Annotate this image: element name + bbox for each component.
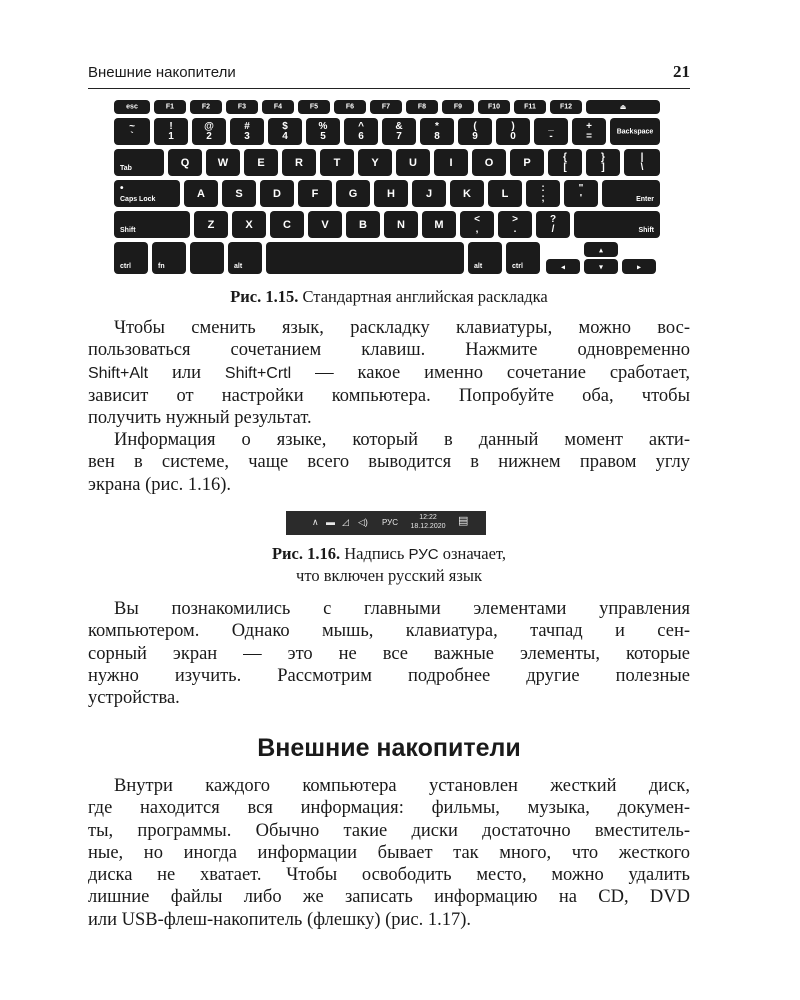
keyboard-key (190, 100, 222, 114)
keyboard-key (382, 118, 416, 145)
keyboard-key (154, 118, 188, 145)
keyboard-key (458, 118, 492, 145)
key-label: ' (579, 193, 583, 204)
keyboard-key (114, 242, 148, 274)
keyboard-key (472, 149, 506, 176)
keyboard-key (226, 100, 258, 114)
key-label: ▸ (636, 262, 641, 271)
running-head-title: Внешние накопители (88, 64, 236, 81)
key-label: J (425, 187, 433, 200)
key-label: ▾ (598, 262, 603, 271)
keyboard-key (358, 149, 392, 176)
keyboard-key (622, 259, 656, 274)
shortcut-shift-alt: Shift+Alt (88, 364, 149, 382)
key-label: F10 (487, 103, 501, 111)
keyboard-key (406, 100, 438, 114)
text-fragment: Надпись (340, 544, 409, 563)
key-label: M (434, 218, 444, 231)
keyboard-key (526, 180, 560, 207)
keyboard-key (114, 118, 150, 145)
keyboard-key (510, 149, 544, 176)
key-label: ^ (358, 121, 364, 132)
text-fragment: означает, (438, 544, 507, 563)
keyboard-key (434, 149, 468, 176)
text-line: Чтобы сменить язык, раскладку клавиатуры, можно вос- (114, 318, 690, 338)
paragraph-devices-intro (88, 598, 690, 709)
keyboard-key (346, 211, 380, 238)
shortcut-shift-ctrl: Shift+Crtl (224, 364, 292, 382)
keyboard-key (564, 180, 598, 207)
key-label: Tab (120, 165, 132, 172)
taskbar-screenshot (286, 511, 486, 535)
keyboard-key (422, 211, 456, 238)
key-label: Backspace (616, 128, 654, 135)
running-head (88, 60, 690, 89)
text-fragment: — какое именно сочетание сработает, (291, 362, 690, 383)
keyboard-key (610, 118, 660, 145)
key-label: 8 (434, 131, 440, 142)
caption-line (88, 543, 690, 565)
text-line: Внутри каждого компьютера установлен жесткий диск, (114, 776, 690, 796)
clock-time: 12:22 (419, 514, 437, 521)
keyboard-illustration (114, 100, 660, 274)
keyboard-key (262, 100, 294, 114)
key-label: ◂ (560, 262, 565, 271)
text-line: сорный экран — это не все важные элементы, которые (88, 643, 690, 664)
text-fragment: или (148, 362, 225, 383)
key-label: # (244, 121, 250, 132)
keyboard-key (370, 100, 402, 114)
key-label: " (578, 183, 584, 194)
keyboard-key (306, 118, 340, 145)
caption-line: что включен русский язык (296, 566, 482, 585)
keyboard-key (266, 242, 464, 274)
keyboard-key (412, 180, 446, 207)
keyboard-key (320, 149, 354, 176)
key-label: % (318, 121, 328, 132)
keyboard-key (336, 180, 370, 207)
key-label: P (523, 156, 531, 169)
text-line: где находится вся информация: фильмы, музыка, докумен- (88, 798, 690, 819)
key-label: , (475, 224, 479, 235)
keyboard-key (270, 211, 304, 238)
keyboard-key (228, 242, 262, 274)
keyboard-key (184, 180, 218, 207)
clock (408, 513, 448, 531)
text-line: вен в системе, чаще всего выводится в нижнем правом углу (88, 452, 690, 473)
keyboard-key (298, 180, 332, 207)
paragraph-external-storage (88, 775, 690, 931)
key-label: L (501, 187, 509, 200)
key-label: Y (371, 156, 379, 169)
keyboard-key (260, 180, 294, 207)
key-label: F3 (237, 103, 247, 111)
keyboard-key (586, 100, 660, 114)
keyboard-key (192, 118, 226, 145)
key-label: E (257, 156, 265, 169)
key-label: T (333, 156, 341, 169)
key-label: ▴ (598, 245, 603, 254)
keyboard-key (548, 149, 582, 176)
keyboard-key (442, 100, 474, 114)
keyboard-key (374, 180, 408, 207)
key-label: F1 (165, 103, 175, 111)
key-label: ) (511, 121, 515, 132)
key-label: | (640, 152, 644, 163)
key-label: = (586, 131, 592, 142)
key-label: F9 (453, 103, 463, 111)
keyboard-key (572, 118, 606, 145)
keyboard-key (506, 242, 540, 274)
keyboard-key (114, 211, 190, 238)
key-label: + (586, 121, 592, 132)
network-icon: ◿ (342, 517, 349, 527)
text-line: ные, но иногда информации бывает так много, что жесткого (88, 842, 690, 863)
keyboard-key (498, 211, 532, 238)
lang-code: РУС (408, 546, 439, 563)
key-label: * (435, 121, 439, 132)
key-label: / (551, 224, 555, 235)
key-label: K (463, 187, 471, 200)
key-label: C (283, 218, 291, 231)
keyboard-key (168, 149, 202, 176)
chevron-up-icon: ∧ (312, 517, 319, 527)
text-line: или USB-флеш-накопитель (флешку) (рис. 1.17). (88, 909, 472, 930)
key-label: { (563, 152, 567, 163)
text-line: устройства. (88, 688, 180, 709)
figure-caption-text: Стандартная английская раскладка (298, 287, 548, 306)
keyboard-key (308, 211, 342, 238)
figure-label: Рис. 1.16. (271, 544, 341, 563)
key-label: ` (130, 131, 134, 142)
keyboard-key (584, 242, 618, 257)
paragraph-language-indicator (88, 429, 690, 496)
key-label: \ (640, 162, 644, 173)
keyboard-key (450, 180, 484, 207)
section-heading: Внешние накопители (257, 734, 521, 762)
key-label: ctrl (120, 263, 131, 270)
key-label: < (474, 214, 480, 225)
key-label: - (549, 131, 553, 142)
key-label: D (273, 187, 281, 200)
text-line: ты, программы. Обычно такие диски достаточно вместитель- (88, 820, 690, 841)
key-label: esc (126, 103, 138, 111)
keyboard-key (584, 259, 618, 274)
key-label: 0 (510, 131, 516, 142)
keyboard-key (114, 149, 164, 176)
key-label: V (321, 218, 329, 231)
keyboard-key (298, 100, 330, 114)
keyboard-key (244, 149, 278, 176)
key-label: Q (180, 156, 190, 169)
key-label: . (513, 224, 517, 235)
keyboard-key (384, 211, 418, 238)
key-label: ? (549, 214, 557, 225)
text-line: диска не хватает. Чтобы освободить место, можно удалить (88, 865, 690, 886)
key-label: F2 (201, 103, 211, 111)
figure-label: Рис. 1.15. (230, 287, 299, 306)
keyboard-key (496, 118, 530, 145)
key-label: H (387, 187, 395, 200)
key-label: 5 (320, 131, 326, 142)
key-label: R (295, 156, 303, 169)
keyboard-key (602, 180, 660, 207)
keyboard-key (460, 211, 494, 238)
key-label: 3 (244, 131, 250, 142)
keyboard-key (586, 149, 620, 176)
keyboard-key (574, 211, 660, 238)
key-label: ~ (129, 121, 135, 132)
key-label: & (395, 121, 403, 132)
clock-date: 18.12.2020 (410, 523, 446, 530)
key-label: Caps Lock (120, 196, 156, 203)
key-label: alt (474, 263, 483, 270)
key-label: F (311, 187, 319, 200)
key-label: F6 (345, 103, 355, 111)
keyboard-key (468, 242, 502, 274)
key-label: I (449, 156, 453, 169)
keyboard-key (268, 118, 302, 145)
keyboard-key (478, 100, 510, 114)
keyboard-key (344, 118, 378, 145)
key-label: F11 (524, 103, 536, 111)
key-label: G (348, 187, 358, 200)
key-label: A (197, 187, 205, 200)
key-label: $ (282, 121, 288, 132)
keyboard-key (282, 149, 316, 176)
keyboard-key (154, 100, 186, 114)
keyboard-key (230, 118, 264, 145)
keyboard-key (222, 180, 256, 207)
keyboard-key (396, 149, 430, 176)
page-number: 21 (673, 62, 690, 81)
text-line (88, 362, 690, 385)
key-label: fn (158, 263, 165, 270)
key-label: ] (601, 162, 605, 173)
device-icon: ▬ (326, 517, 335, 527)
text-line: зависит от настройки компьютера. Попробуйте оба, чтобы (88, 385, 690, 406)
text-line: пользоваться сочетанием клавиш. Нажмите одновременно (88, 340, 690, 361)
key-label: B (359, 218, 367, 231)
key-label: Shift (638, 227, 654, 234)
text-line: Информация о языке, который в данный момент акти- (114, 430, 690, 450)
keyboard-key (514, 100, 546, 114)
key-label: Shift (120, 227, 136, 234)
keyboard-key (114, 180, 180, 207)
keyboard-key (488, 180, 522, 207)
keyboard-key (206, 149, 240, 176)
key-label: ; (541, 193, 545, 204)
key-label: F7 (381, 103, 391, 111)
key-label: Z (207, 218, 215, 231)
keyboard-key (152, 242, 186, 274)
key-label: O (484, 156, 494, 169)
key-label: ( (473, 121, 477, 132)
keyboard-key (550, 100, 582, 114)
key-label: } (601, 152, 605, 163)
key-label: _ (548, 121, 554, 132)
keyboard-key (546, 259, 580, 274)
paragraph-switch-layout (88, 317, 690, 429)
notification-icon: ▤ (458, 515, 469, 527)
key-label: N (397, 218, 405, 231)
key-label: U (409, 156, 417, 169)
key-label: W (217, 156, 229, 169)
language-indicator: РУС (382, 518, 399, 527)
key-label: 4 (282, 131, 288, 142)
key-label: ⏏ (619, 104, 627, 111)
key-label: [ (563, 162, 567, 173)
key-label: : (541, 183, 545, 194)
key-label: > (512, 214, 518, 225)
key-label: S (235, 187, 243, 200)
key-label: Enter (636, 196, 654, 203)
key-label: 7 (396, 131, 402, 142)
keyboard-key (232, 211, 266, 238)
key-label: @ (204, 121, 214, 132)
text-line: экрана (рис. 1.16). (88, 474, 232, 495)
text-line: нужно изучить. Рассмотрим подробнее другие полезные (88, 665, 690, 686)
key-label: 6 (358, 131, 364, 142)
key-label: F8 (417, 103, 427, 111)
keyboard-key (534, 118, 568, 145)
key-label: F12 (559, 103, 573, 111)
key-label: 9 (472, 131, 478, 142)
keyboard-key (536, 211, 570, 238)
key-label: F5 (309, 103, 319, 111)
speaker-icon: ◁) (358, 517, 368, 527)
text-line: Вы познакомились с главными элементами управления (114, 599, 690, 619)
text-line: лишние файлы либо же записать информацию на CD, DVD (88, 887, 690, 908)
key-label: ! (169, 121, 173, 132)
figure-caption-1-16 (88, 543, 690, 586)
text-line: компьютером. Однако мышь, клавиатура, тачпад и сен- (88, 621, 690, 642)
key-label: F4 (273, 103, 283, 111)
key-label: ctrl (512, 263, 523, 270)
keyboard-key (114, 100, 150, 114)
keyboard-key (420, 118, 454, 145)
keyboard-key (624, 149, 660, 176)
figure-caption-1-15 (88, 286, 690, 307)
keyboard-key (334, 100, 366, 114)
key-label: alt (234, 263, 243, 270)
keyboard-key (194, 211, 228, 238)
key-label: • (120, 183, 124, 194)
key-label: X (245, 218, 253, 231)
key-label: 1 (168, 131, 174, 142)
keyboard-key (190, 242, 224, 274)
text-line: получить нужный результат. (88, 408, 312, 429)
key-label: 2 (206, 131, 212, 142)
